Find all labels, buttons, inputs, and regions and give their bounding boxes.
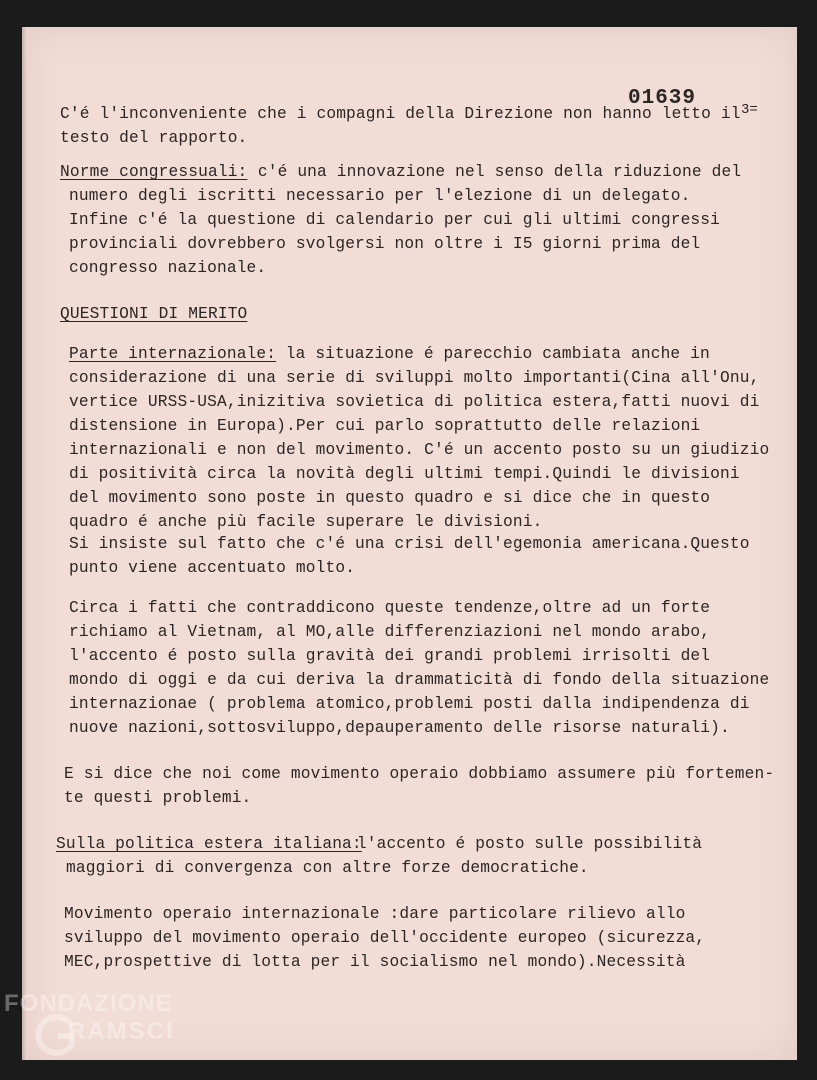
text-line: quadro é anche più facile superare le divisioni. — [69, 513, 543, 531]
text-line: vertice URSS-USA,inizitiva sovietica di politica estera,fatti nuovi di — [69, 393, 760, 411]
text-line: c'é una innovazione nel senso della riduzione del — [248, 163, 742, 181]
text-line: E si dice che noi come movimento operaio dobbiamo assumere più fortemen- — [64, 765, 775, 783]
text-line: sviluppo del movimento operaio dell'occidente europeo (sicurezza, — [64, 929, 706, 947]
document-number: 01639 — [628, 87, 697, 110]
page-mark: 3= — [741, 102, 758, 118]
text-line: distensione in Europa).Per cui parlo soprattutto delle relazioni — [69, 417, 701, 435]
text-line: Infine c'é la questione di calendario per cui gli ultimi congressi — [69, 211, 721, 229]
text-line: punto viene accentuato molto. — [69, 559, 356, 577]
text-line: di positività circa la novità degli ultimi tempi.Quindi le divisioni — [69, 465, 740, 483]
watermark-line2: RAMSCI — [68, 1018, 175, 1045]
document-page — [22, 27, 797, 1060]
text-line: maggiori di convergenza con altre forze democratiche. — [66, 859, 589, 877]
text-line: internazionali e non del movimento. C'é un accento posto su un giudizio — [69, 441, 770, 459]
page-spine — [22, 27, 28, 1060]
section-heading-politica-estera: Sulla politica estera italiana: — [56, 835, 362, 853]
text-line: Si insiste sul fatto che c'é una crisi dell'egemonia americana.Questo — [69, 535, 750, 553]
fondazione-gramsci-watermark — [4, 990, 204, 1070]
section-heading-questioni: QUESTIONI DI MERITO — [60, 305, 248, 323]
watermark-line1: FONDAZIONE — [4, 990, 173, 1017]
text-line: richiamo al Vietnam, al MO,alle differenziazioni nel mondo arabo, — [69, 623, 711, 641]
text-line: nuove nazioni,sottosviluppo,depauperamento delle risorse naturali). — [69, 719, 730, 737]
text-line: C'é l'inconveniente che i compagni della Direzione non hanno letto il — [60, 105, 741, 123]
text-line: Circa i fatti che contraddicono queste tendenze,oltre ad un forte — [69, 599, 711, 617]
text-line: congresso nazionale. — [69, 259, 267, 277]
section-heading-norme: Norme congressuali: — [60, 163, 248, 181]
text-line: la situazione é parecchio cambiata anche in — [266, 345, 710, 363]
text-line: te questi problemi. — [64, 789, 252, 807]
text-line: considerazione di una serie di sviluppi molto importanti(Cina all'Onu, — [69, 369, 760, 387]
text-line: l'accento é posto sulle possibilità — [347, 835, 703, 853]
text-line: mondo di oggi e da cui deriva la drammaticità di fondo della situazione — [69, 671, 770, 689]
section-heading-parte-internazionale: Parte internazionale: — [69, 345, 277, 363]
text-line: numero degli iscritti necessario per l'elezione di un delegato. — [69, 187, 691, 205]
text-line: l'accento é posto sulla gravità dei grandi problemi irrisolti del — [69, 647, 711, 665]
text-line: MEC,prospettive di lotta per il socialismo nel mondo).Necessità — [64, 953, 686, 971]
text-line: del movimento sono poste in questo quadro e si dice che in questo — [69, 489, 711, 507]
text-line: testo del rapporto. — [60, 129, 248, 147]
text-line: provinciali dovrebbero svolgersi non oltre i I5 giorni prima del — [69, 235, 701, 253]
text-line: internazionae ( problema atomico,problemi posti dalla indipendenza di — [69, 695, 750, 713]
text-line: Movimento operaio internazionale :dare particolare rilievo allo — [64, 905, 686, 923]
